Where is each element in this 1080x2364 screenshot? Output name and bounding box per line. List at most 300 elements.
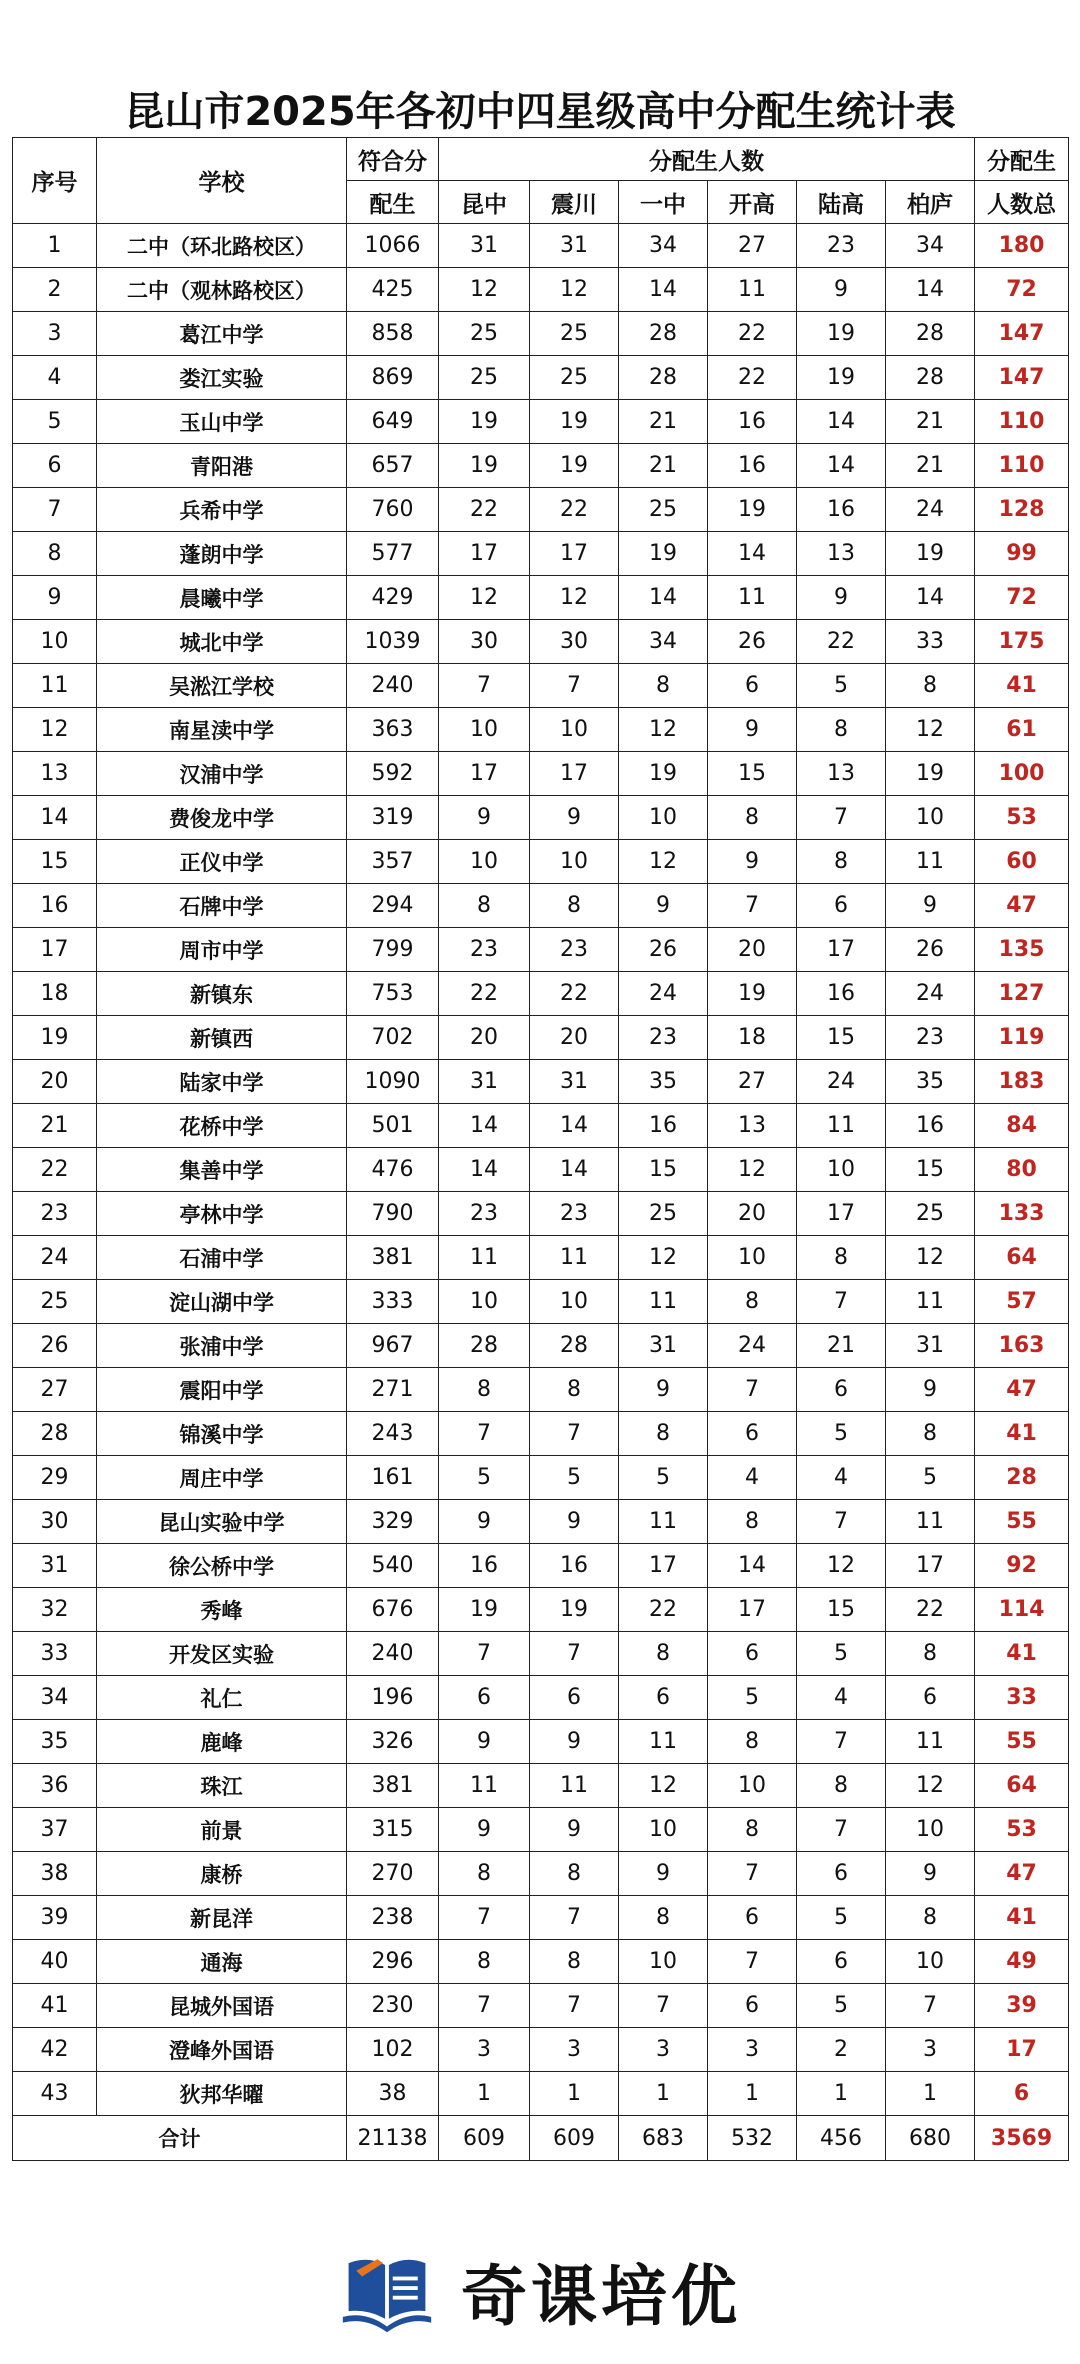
cell-bailu: 28 — [886, 356, 975, 400]
cell-lugao: 16 — [797, 972, 886, 1016]
table-row — [13, 1192, 1069, 1236]
cell-total: 55 — [975, 1720, 1069, 1764]
cell-school: 狄邦华曜 — [97, 2072, 347, 2116]
cell-kunzhong: 17 — [439, 532, 530, 576]
cell-kunzhong: 19 — [439, 444, 530, 488]
cell-zhenchuan: 22 — [530, 488, 619, 532]
cell-eligible: 753 — [347, 972, 439, 1016]
header-eligible-line2: 配生 — [347, 181, 439, 224]
table-row — [13, 664, 1069, 708]
cell-kaigao: 27 — [708, 224, 797, 268]
cell-yizhong: 10 — [619, 1940, 708, 1984]
cell-eligible: 296 — [347, 1940, 439, 1984]
cell-school: 汉浦中学 — [97, 752, 347, 796]
cell-kaigao: 22 — [708, 312, 797, 356]
cell-yizhong: 25 — [619, 1192, 708, 1236]
cell-zhenchuan: 9 — [530, 796, 619, 840]
cell-lugao: 5 — [797, 1896, 886, 1940]
cell-eligible: 240 — [347, 664, 439, 708]
open-book-logo-icon — [339, 2242, 435, 2338]
header-hs-kunzhong: 昆中 — [439, 181, 530, 224]
table-row — [13, 1720, 1069, 1764]
cell-kaigao: 18 — [708, 1016, 797, 1060]
cell-total: 163 — [975, 1324, 1069, 1368]
cell-zhenchuan: 9 — [530, 1720, 619, 1764]
cell-total: 92 — [975, 1544, 1069, 1588]
header-hs-kaigao: 开高 — [708, 181, 797, 224]
cell-zhenchuan: 7 — [530, 1632, 619, 1676]
cell-school: 晨曦中学 — [97, 576, 347, 620]
cell-index: 28 — [13, 1412, 97, 1456]
cell-lugao: 5 — [797, 1984, 886, 2028]
cell-index: 24 — [13, 1236, 97, 1280]
table-row — [13, 1456, 1069, 1500]
cell-zhenchuan: 30 — [530, 620, 619, 664]
cell-kunzhong: 23 — [439, 928, 530, 972]
cell-lugao: 10 — [797, 1148, 886, 1192]
cell-total: 80 — [975, 1148, 1069, 1192]
cell-total: 60 — [975, 840, 1069, 884]
table-row — [13, 840, 1069, 884]
cell-zhenchuan: 25 — [530, 312, 619, 356]
cell-lugao: 8 — [797, 708, 886, 752]
cell-lugao: 19 — [797, 312, 886, 356]
cell-kaigao: 4 — [708, 1456, 797, 1500]
cell-eligible: 161 — [347, 1456, 439, 1500]
cell-total: 41 — [975, 1632, 1069, 1676]
cell-kunzhong: 9 — [439, 796, 530, 840]
cell-bailu: 11 — [886, 1280, 975, 1324]
cell-kaigao: 16 — [708, 444, 797, 488]
cell-kaigao: 9 — [708, 840, 797, 884]
cell-school: 通海 — [97, 1940, 347, 1984]
cell-eligible: 243 — [347, 1412, 439, 1456]
cell-school: 震阳中学 — [97, 1368, 347, 1412]
cell-bailu: 10 — [886, 1940, 975, 1984]
cell-kaigao: 11 — [708, 576, 797, 620]
cell-eligible: 294 — [347, 884, 439, 928]
cell-total: 17 — [975, 2028, 1069, 2072]
cell-eligible: 333 — [347, 1280, 439, 1324]
cell-bailu: 11 — [886, 1720, 975, 1764]
cell-bailu: 10 — [886, 1808, 975, 1852]
cell-lugao: 9 — [797, 268, 886, 312]
cell-bailu: 12 — [886, 708, 975, 752]
cell-index: 7 — [13, 488, 97, 532]
cell-kunzhong: 25 — [439, 312, 530, 356]
cell-school: 澄峰外国语 — [97, 2028, 347, 2072]
table-row — [13, 268, 1069, 312]
summary-kunzhong: 609 — [439, 2116, 530, 2161]
cell-total: 49 — [975, 1940, 1069, 1984]
cell-eligible: 329 — [347, 1500, 439, 1544]
cell-bailu: 6 — [886, 1676, 975, 1720]
cell-index: 14 — [13, 796, 97, 840]
cell-bailu: 33 — [886, 620, 975, 664]
cell-index: 12 — [13, 708, 97, 752]
cell-zhenchuan: 9 — [530, 1808, 619, 1852]
table-row — [13, 1016, 1069, 1060]
table-row — [13, 928, 1069, 972]
cell-total: 119 — [975, 1016, 1069, 1060]
cell-school: 昆山实验中学 — [97, 1500, 347, 1544]
cell-kaigao: 27 — [708, 1060, 797, 1104]
table-row — [13, 400, 1069, 444]
cell-yizhong: 25 — [619, 488, 708, 532]
cell-kaigao: 19 — [708, 972, 797, 1016]
cell-bailu: 7 — [886, 1984, 975, 2028]
cell-zhenchuan: 8 — [530, 884, 619, 928]
cell-total: 39 — [975, 1984, 1069, 2028]
cell-kunzhong: 14 — [439, 1148, 530, 1192]
cell-zhenchuan: 20 — [530, 1016, 619, 1060]
cell-index: 19 — [13, 1016, 97, 1060]
cell-kunzhong: 8 — [439, 1368, 530, 1412]
cell-bailu: 10 — [886, 796, 975, 840]
cell-yizhong: 19 — [619, 532, 708, 576]
cell-eligible: 1066 — [347, 224, 439, 268]
cell-lugao: 5 — [797, 664, 886, 708]
cell-bailu: 9 — [886, 1368, 975, 1412]
cell-kunzhong: 22 — [439, 972, 530, 1016]
cell-lugao: 5 — [797, 1412, 886, 1456]
cell-kaigao: 13 — [708, 1104, 797, 1148]
cell-total: 147 — [975, 312, 1069, 356]
cell-bailu: 12 — [886, 1236, 975, 1280]
cell-yizhong: 28 — [619, 312, 708, 356]
cell-lugao: 5 — [797, 1632, 886, 1676]
cell-yizhong: 3 — [619, 2028, 708, 2072]
cell-school: 娄江实验 — [97, 356, 347, 400]
cell-eligible: 429 — [347, 576, 439, 620]
cell-total: 61 — [975, 708, 1069, 752]
cell-kaigao: 1 — [708, 2072, 797, 2116]
cell-total: 41 — [975, 664, 1069, 708]
header-total-line2: 人数总 — [975, 181, 1069, 224]
cell-bailu: 9 — [886, 884, 975, 928]
cell-kunzhong: 19 — [439, 400, 530, 444]
cell-kaigao: 8 — [708, 1500, 797, 1544]
cell-lugao: 12 — [797, 1544, 886, 1588]
cell-zhenchuan: 5 — [530, 1456, 619, 1500]
cell-yizhong: 14 — [619, 576, 708, 620]
cell-eligible: 476 — [347, 1148, 439, 1192]
cell-lugao: 2 — [797, 2028, 886, 2072]
cell-school: 玉山中学 — [97, 400, 347, 444]
cell-school: 康桥 — [97, 1852, 347, 1896]
cell-lugao: 4 — [797, 1456, 886, 1500]
cell-yizhong: 11 — [619, 1280, 708, 1324]
cell-school: 亭林中学 — [97, 1192, 347, 1236]
cell-school: 吴淞江学校 — [97, 664, 347, 708]
cell-kaigao: 7 — [708, 884, 797, 928]
cell-bailu: 1 — [886, 2072, 975, 2116]
header-hs-bailu: 柏庐 — [886, 181, 975, 224]
cell-index: 29 — [13, 1456, 97, 1500]
cell-kaigao: 5 — [708, 1676, 797, 1720]
cell-index: 43 — [13, 2072, 97, 2116]
cell-eligible: 967 — [347, 1324, 439, 1368]
cell-school: 张浦中学 — [97, 1324, 347, 1368]
cell-kunzhong: 11 — [439, 1236, 530, 1280]
header-school: 学校 — [97, 138, 347, 224]
cell-bailu: 17 — [886, 1544, 975, 1588]
table-row — [13, 1588, 1069, 1632]
cell-school: 南星渎中学 — [97, 708, 347, 752]
page-title: 昆山市2025年各初中四星级高中分配生统计表 — [124, 89, 956, 135]
cell-eligible: 577 — [347, 532, 439, 576]
cell-school: 徐公桥中学 — [97, 1544, 347, 1588]
cell-index: 3 — [13, 312, 97, 356]
cell-yizhong: 19 — [619, 752, 708, 796]
table-row — [13, 708, 1069, 752]
cell-bailu: 12 — [886, 1764, 975, 1808]
cell-kunzhong: 19 — [439, 1588, 530, 1632]
cell-bailu: 5 — [886, 1456, 975, 1500]
cell-total: 183 — [975, 1060, 1069, 1104]
cell-yizhong: 12 — [619, 708, 708, 752]
table-row — [13, 224, 1069, 268]
cell-eligible: 649 — [347, 400, 439, 444]
cell-kaigao: 11 — [708, 268, 797, 312]
summary-zhenchuan: 609 — [530, 2116, 619, 2161]
cell-total: 99 — [975, 532, 1069, 576]
cell-index: 34 — [13, 1676, 97, 1720]
cell-total: 57 — [975, 1280, 1069, 1324]
cell-lugao: 4 — [797, 1676, 886, 1720]
cell-zhenchuan: 8 — [530, 1852, 619, 1896]
cell-yizhong: 22 — [619, 1588, 708, 1632]
cell-zhenchuan: 14 — [530, 1104, 619, 1148]
cell-lugao: 16 — [797, 488, 886, 532]
cell-eligible: 270 — [347, 1852, 439, 1896]
cell-kunzhong: 12 — [439, 576, 530, 620]
cell-zhenchuan: 16 — [530, 1544, 619, 1588]
cell-kunzhong: 9 — [439, 1720, 530, 1764]
cell-eligible: 760 — [347, 488, 439, 532]
cell-kunzhong: 31 — [439, 1060, 530, 1104]
cell-kaigao: 19 — [708, 488, 797, 532]
cell-yizhong: 21 — [619, 400, 708, 444]
cell-yizhong: 34 — [619, 224, 708, 268]
cell-zhenchuan: 19 — [530, 1588, 619, 1632]
summary-row — [13, 2116, 1069, 2161]
cell-kunzhong: 8 — [439, 1940, 530, 1984]
cell-yizhong: 35 — [619, 1060, 708, 1104]
summary-yizhong: 683 — [619, 2116, 708, 2161]
cell-zhenchuan: 10 — [530, 1280, 619, 1324]
summary-eligible: 21138 — [347, 2116, 439, 2161]
table-row — [13, 356, 1069, 400]
cell-kaigao: 6 — [708, 1412, 797, 1456]
cell-bailu: 24 — [886, 972, 975, 1016]
cell-lugao: 13 — [797, 752, 886, 796]
cell-lugao: 21 — [797, 1324, 886, 1368]
cell-kunzhong: 10 — [439, 1280, 530, 1324]
cell-zhenchuan: 12 — [530, 268, 619, 312]
cell-kunzhong: 8 — [439, 1852, 530, 1896]
table-row — [13, 1764, 1069, 1808]
cell-index: 2 — [13, 268, 97, 312]
cell-kunzhong: 20 — [439, 1016, 530, 1060]
table-row — [13, 488, 1069, 532]
table-row — [13, 1808, 1069, 1852]
cell-lugao: 11 — [797, 1104, 886, 1148]
cell-bailu: 11 — [886, 1500, 975, 1544]
cell-eligible: 540 — [347, 1544, 439, 1588]
table-row — [13, 884, 1069, 928]
table-row — [13, 1236, 1069, 1280]
cell-index: 30 — [13, 1500, 97, 1544]
cell-kunzhong: 17 — [439, 752, 530, 796]
table-row — [13, 2028, 1069, 2072]
cell-lugao: 15 — [797, 1588, 886, 1632]
cell-lugao: 24 — [797, 1060, 886, 1104]
cell-school: 新镇东 — [97, 972, 347, 1016]
cell-bailu: 24 — [886, 488, 975, 532]
header-hs-lugao: 陆高 — [797, 181, 886, 224]
cell-lugao: 14 — [797, 444, 886, 488]
cell-bailu: 11 — [886, 840, 975, 884]
table-row — [13, 1632, 1069, 1676]
cell-total: 41 — [975, 1412, 1069, 1456]
cell-kunzhong: 23 — [439, 1192, 530, 1236]
cell-index: 17 — [13, 928, 97, 972]
cell-bailu: 16 — [886, 1104, 975, 1148]
cell-index: 15 — [13, 840, 97, 884]
cell-kaigao: 8 — [708, 1280, 797, 1324]
cell-yizhong: 1 — [619, 2072, 708, 2116]
cell-kunzhong: 16 — [439, 1544, 530, 1588]
cell-lugao: 22 — [797, 620, 886, 664]
table-row — [13, 1896, 1069, 1940]
cell-yizhong: 8 — [619, 1412, 708, 1456]
cell-index: 23 — [13, 1192, 97, 1236]
summary-label: 合计 — [13, 2116, 347, 2161]
cell-school: 花桥中学 — [97, 1104, 347, 1148]
cell-bailu: 19 — [886, 752, 975, 796]
cell-lugao: 6 — [797, 1852, 886, 1896]
cell-bailu: 8 — [886, 664, 975, 708]
cell-yizhong: 21 — [619, 444, 708, 488]
cell-school: 昆城外国语 — [97, 1984, 347, 2028]
table-row — [13, 2072, 1069, 2116]
cell-index: 38 — [13, 1852, 97, 1896]
cell-yizhong: 8 — [619, 1896, 708, 1940]
cell-yizhong: 12 — [619, 1764, 708, 1808]
cell-kunzhong: 6 — [439, 1676, 530, 1720]
cell-zhenchuan: 19 — [530, 444, 619, 488]
cell-eligible: 319 — [347, 796, 439, 840]
cell-total: 64 — [975, 1236, 1069, 1280]
cell-yizhong: 11 — [619, 1500, 708, 1544]
cell-bailu: 8 — [886, 1632, 975, 1676]
cell-eligible: 196 — [347, 1676, 439, 1720]
cell-eligible: 102 — [347, 2028, 439, 2072]
table-row — [13, 1852, 1069, 1896]
cell-zhenchuan: 19 — [530, 400, 619, 444]
brand-name: 奇课培优 — [461, 2256, 741, 2335]
cell-lugao: 8 — [797, 1236, 886, 1280]
cell-eligible: 425 — [347, 268, 439, 312]
cell-index: 21 — [13, 1104, 97, 1148]
cell-kaigao: 20 — [708, 928, 797, 972]
table-row — [13, 444, 1069, 488]
cell-eligible: 240 — [347, 1632, 439, 1676]
cell-lugao: 7 — [797, 1500, 886, 1544]
summary-lugao: 456 — [797, 2116, 886, 2161]
cell-kaigao: 17 — [708, 1588, 797, 1632]
cell-total: 84 — [975, 1104, 1069, 1148]
cell-kunzhong: 3 — [439, 2028, 530, 2072]
cell-kaigao: 10 — [708, 1764, 797, 1808]
cell-total: 47 — [975, 884, 1069, 928]
cell-zhenchuan: 7 — [530, 1984, 619, 2028]
cell-index: 26 — [13, 1324, 97, 1368]
cell-school: 周庄中学 — [97, 1456, 347, 1500]
cell-eligible: 799 — [347, 928, 439, 972]
cell-kunzhong: 22 — [439, 488, 530, 532]
cell-kaigao: 24 — [708, 1324, 797, 1368]
cell-eligible: 869 — [347, 356, 439, 400]
cell-kaigao: 6 — [708, 1896, 797, 1940]
cell-eligible: 381 — [347, 1236, 439, 1280]
cell-school: 葛江中学 — [97, 312, 347, 356]
table-row — [13, 1676, 1069, 1720]
cell-kunzhong: 10 — [439, 840, 530, 884]
cell-kunzhong: 14 — [439, 1104, 530, 1148]
cell-total: 133 — [975, 1192, 1069, 1236]
cell-zhenchuan: 31 — [530, 224, 619, 268]
cell-index: 10 — [13, 620, 97, 664]
cell-kunzhong: 30 — [439, 620, 530, 664]
cell-total: 114 — [975, 1588, 1069, 1632]
cell-bailu: 35 — [886, 1060, 975, 1104]
cell-total: 110 — [975, 444, 1069, 488]
summary-total: 3569 — [975, 2116, 1069, 2161]
cell-zhenchuan: 12 — [530, 576, 619, 620]
cell-lugao: 19 — [797, 356, 886, 400]
cell-index: 40 — [13, 1940, 97, 1984]
cell-index: 18 — [13, 972, 97, 1016]
cell-zhenchuan: 11 — [530, 1236, 619, 1280]
cell-bailu: 28 — [886, 312, 975, 356]
cell-eligible: 858 — [347, 312, 439, 356]
cell-school: 开发区实验 — [97, 1632, 347, 1676]
cell-lugao: 7 — [797, 1720, 886, 1764]
cell-total: 72 — [975, 268, 1069, 312]
cell-kaigao: 3 — [708, 2028, 797, 2072]
cell-lugao: 6 — [797, 884, 886, 928]
cell-index: 33 — [13, 1632, 97, 1676]
cell-school: 秀峰 — [97, 1588, 347, 1632]
cell-zhenchuan: 23 — [530, 928, 619, 972]
cell-yizhong: 28 — [619, 356, 708, 400]
cell-zhenchuan: 17 — [530, 532, 619, 576]
cell-eligible: 657 — [347, 444, 439, 488]
cell-index: 41 — [13, 1984, 97, 2028]
cell-eligible: 1090 — [347, 1060, 439, 1104]
cell-total: 128 — [975, 488, 1069, 532]
cell-yizhong: 15 — [619, 1148, 708, 1192]
cell-kaigao: 14 — [708, 1544, 797, 1588]
cell-bailu: 19 — [886, 532, 975, 576]
cell-zhenchuan: 22 — [530, 972, 619, 1016]
cell-lugao: 6 — [797, 1940, 886, 1984]
cell-eligible: 501 — [347, 1104, 439, 1148]
table-row — [13, 1060, 1069, 1104]
cell-kunzhong: 9 — [439, 1808, 530, 1852]
